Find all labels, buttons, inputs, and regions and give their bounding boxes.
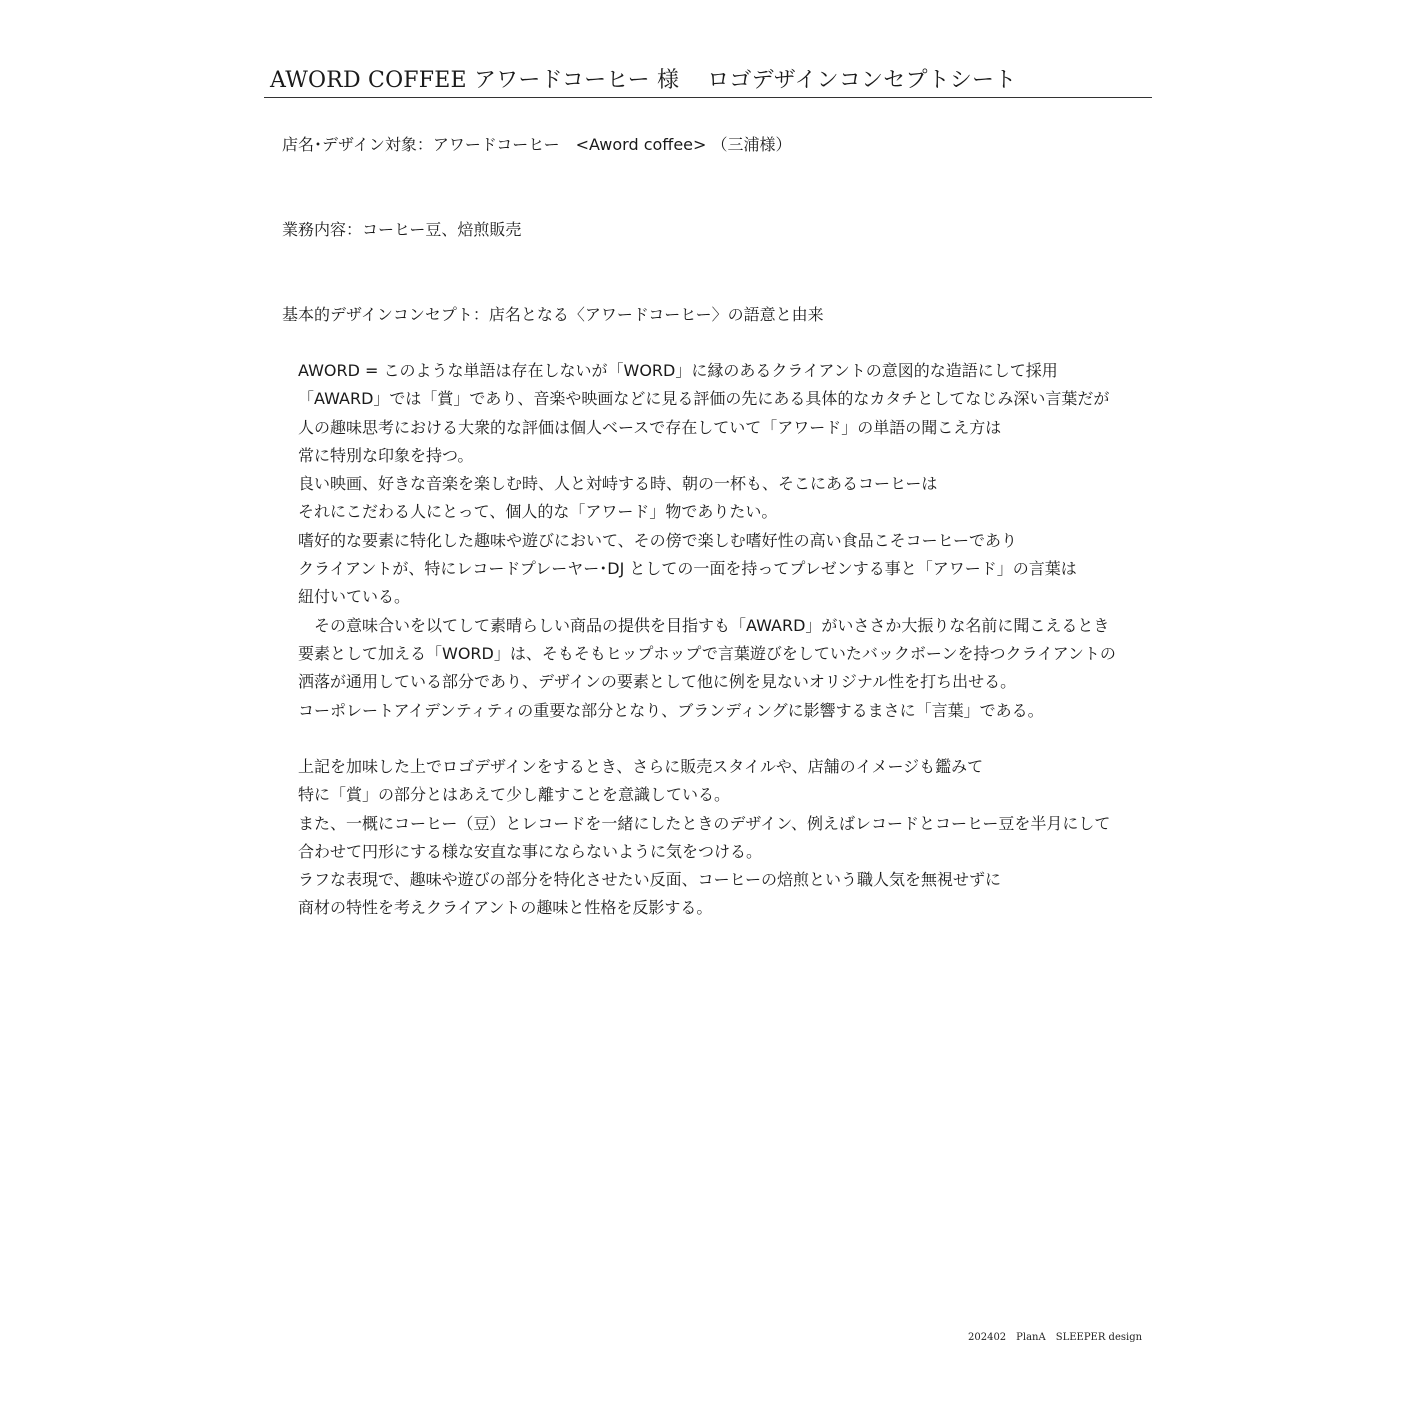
document-title-sub: ロゴデザインコンセプトシート [707,68,1017,93]
concept-line: AWORD = このような単語は存在しないが「WORD」に縁のあるクライアントの意図的な造語にして採用 [298,361,1058,380]
shop-name-field: 店名･デザイン対象：アワードコーヒー <Aword coffee> （三浦様） [282,135,792,154]
concept-line: 洒落が通用している部分であり、デザインの要素として他に例を見ないオリジナル性を打ち出せる。 [298,672,1017,692]
concept-heading: 基本的デザインコンセプト：店名となる〈アワードコーヒー〉の語意と由来 [282,305,824,324]
concept-line: それにこだわる人にとって、個人的な「アワード」物でありたい。 [298,502,778,522]
concept-line: 特に「賞」の部分とはあえて少し離すことを意識している。 [298,785,731,805]
concept-line: その意味合いを以てして素晴らしい商品の提供を目指すも「AWARD」がいささか大振りな名前に聞こえるとき [298,615,1110,635]
footer-credit: 202402 PlanA SLEEPER design [968,1332,1143,1343]
title-divider [264,97,1152,98]
concept-paragraph-1 [298,357,1116,725]
concept-line: 「AWARD」では「賞」であり、音楽や映画などに見る評価の先にある具体的なカタチとしてなじみ深い言葉だが [298,389,1110,409]
concept-line: 商材の特性を考えクライアントの趣味と性格を反影する。 [298,898,713,918]
concept-line: クライアントが、特にレコードプレーヤー･DJ としての一面を持ってプレゼンする事と「アワード」の言葉は [298,559,1077,579]
concept-line: コーポレートアイデンティティの重要な部分となり、ブランディングに影響するまさに「言葉」である。 [298,700,1044,720]
concept-line: 合わせて円形にする様な安直な事にならないように気をつける。 [298,841,763,861]
business-field: 業務内容：コーヒー豆、焙煎販売 [282,220,522,239]
concept-line: 要素として加える「WORD」は、そもそもヒップホップで言葉遊びをしていたバックボーンを持つクライアントの [298,643,1116,663]
concept-line: 人の趣味思考における大衆的な評価は個人ベースで存在していて「アワード」の単語の聞こえ方は [298,417,1002,437]
concept-line: また、一概にコーヒー（豆）とレコードを一緒にしたときのデザイン、例えばレコードとコーヒー豆を半月にして [298,813,1111,833]
concept-line: ラフな表現で、趣味や遊びの部分を特化させたい反面、コーヒーの焙煎という職人気を無視せずに [298,870,1002,890]
concept-line: 良い映画、好きな音楽を楽しむ時、人と対峙する時、朝の一杯も、そこにあるコーヒーは [298,474,938,494]
concept-line: 常に特別な印象を持つ。 [298,445,474,465]
document-title [270,64,1016,98]
concept-paragraph-2 [298,753,1110,923]
concept-line: 上記を加味した上でロゴデザインをするとき、さらに販売スタイルや、店舗のイメージも鑑みて [298,757,984,776]
concept-line: 嗜好的な要素に特化した趣味や遊びにおいて、その傍で楽しむ嗜好性の高い食品こそコーヒーであり [298,530,1018,550]
concept-line: 紐付いている。 [298,587,411,607]
document-title-main: AWORD COFFEE アワードコーヒー 様 [270,68,680,93]
